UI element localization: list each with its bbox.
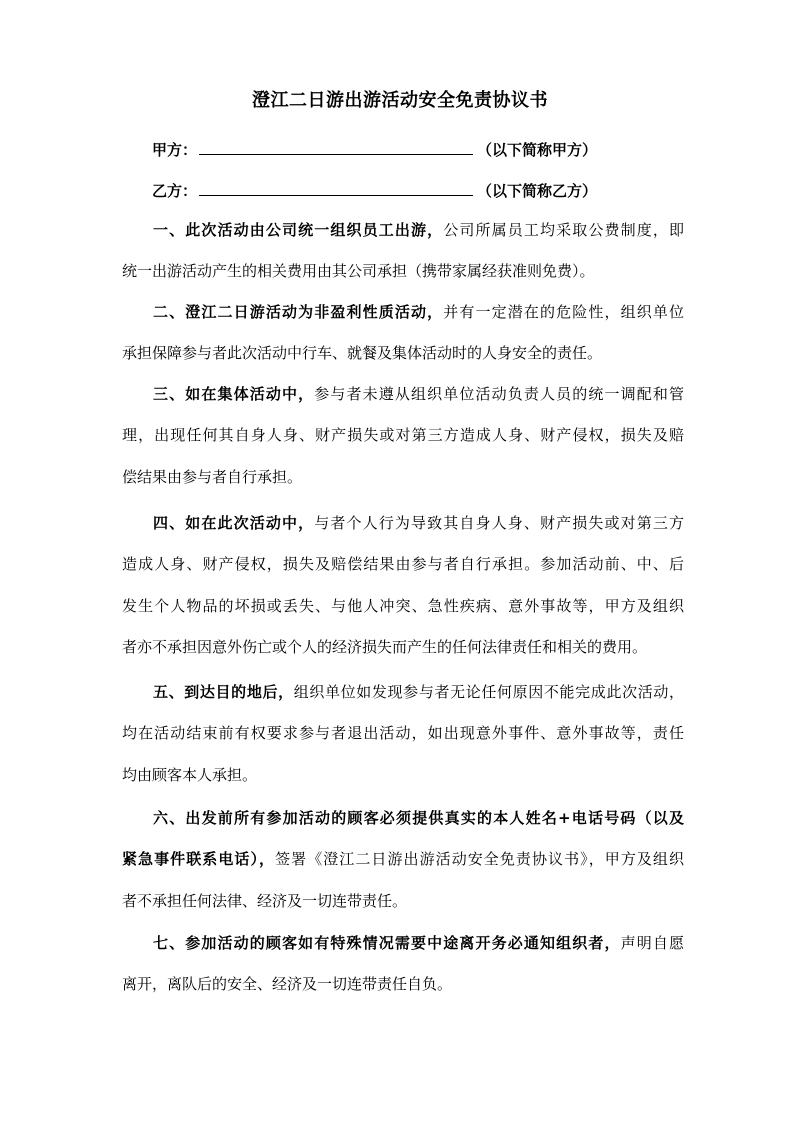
clause-heading: 一、此次活动由公司统一组织员工出游，	[153, 221, 444, 239]
clause-line: 发生个人物品的坏损或丢失、与他人冲突、急性疾病、意外事故等，甲方及组织	[122, 596, 684, 615]
party-a-label: 甲方：	[152, 141, 198, 159]
clause-heading-continued: 紧急事件联系电话），	[122, 850, 276, 869]
clause-heading: 四、如在此次活动中，	[153, 514, 315, 532]
clause-heading: 三、如在集体活动中，	[153, 385, 315, 403]
party-b-blank-line	[199, 179, 473, 196]
clause-line: 造成人身、财产侵权，损失及赔偿结果由参与者自行承担。参加活动前、中、后	[122, 555, 684, 574]
clause-2	[122, 292, 684, 375]
party-b-label: 乙方：	[152, 182, 198, 200]
party-a-suffix: （以下简称甲方）	[477, 141, 598, 159]
clause-line: 者不承担任何法律、经济及一切连带责任。	[122, 891, 408, 910]
clause-5	[122, 672, 684, 796]
party-b-field	[152, 179, 597, 201]
clause-4	[122, 503, 684, 668]
clause-text: 组织单位如发现参与者无论任何原因不能完成此次活动，	[293, 683, 684, 701]
party-a-blank-line	[199, 138, 473, 155]
clause-line	[122, 923, 684, 964]
clause-line: 者亦不承担因意外伤亡或个人的经济损失而产生的任何法律责任和相关的费用。	[122, 637, 648, 656]
clause-7	[122, 923, 684, 1006]
clause-line	[122, 672, 684, 713]
clause-line	[122, 210, 684, 251]
clause-line	[122, 374, 684, 415]
clause-6	[122, 798, 684, 922]
clause-text: 并有一定潜在的危险性，组织单位	[443, 303, 684, 321]
document-title: 澄江二日游出游活动安全免责协议书	[252, 90, 548, 111]
clause-text: 签署《澄江二日游出游活动安全免责协议书》，甲方及组织	[275, 850, 684, 869]
clause-line	[122, 503, 684, 544]
clause-line	[122, 839, 684, 880]
clause-text: 公司所属员工均采取公费制度，即	[443, 221, 684, 239]
clause-3	[122, 374, 684, 498]
clause-heading: 六、出发前所有参加活动的顾客必须提供真实的本人姓名+电话号码（以及	[153, 809, 684, 827]
clause-line	[122, 292, 684, 333]
clause-line: 偿结果由参与者自行承担。	[122, 467, 303, 486]
clause-heading: 五、到达目的地后，	[153, 683, 294, 701]
clause-heading: 二、澄江二日游活动为非盈利性质活动，	[153, 303, 444, 321]
clause-line: 均在活动结束前有权要求参与者退出活动，如出现意外事件、意外事故等，责任	[122, 724, 684, 743]
party-a-field	[152, 138, 597, 160]
clause-heading: 七、参加活动的顾客如有特殊情况需要中途离开务必通知组织者，	[153, 934, 621, 952]
clause-text: 声明自愿	[620, 934, 684, 952]
party-b-suffix: （以下简称乙方）	[477, 182, 598, 200]
clause-line: 离开，离队后的安全、经济及一切连带责任自负。	[122, 975, 453, 994]
clause-line: 均由顾客本人承担。	[122, 765, 258, 784]
clause-line: 统一出游活动产生的相关费用由其公司承担（携带家属经获准则免费）。	[122, 262, 595, 281]
clause-line: 承担保障参与者此次活动中行车、就餐及集体活动时的人身安全的责任。	[122, 344, 603, 363]
clause-text: 参与者未遵从组织单位活动负责人员的统一调配和管	[314, 385, 684, 403]
clause-line: 理，出现任何其自身人身、财产损失或对第三方造成人身、财产侵权，损失及赔	[122, 426, 684, 445]
clause-text: 与者个人行为导致其自身人身、财产损失或对第三方	[314, 514, 684, 532]
clause-line	[122, 798, 684, 839]
clause-1	[122, 210, 684, 293]
